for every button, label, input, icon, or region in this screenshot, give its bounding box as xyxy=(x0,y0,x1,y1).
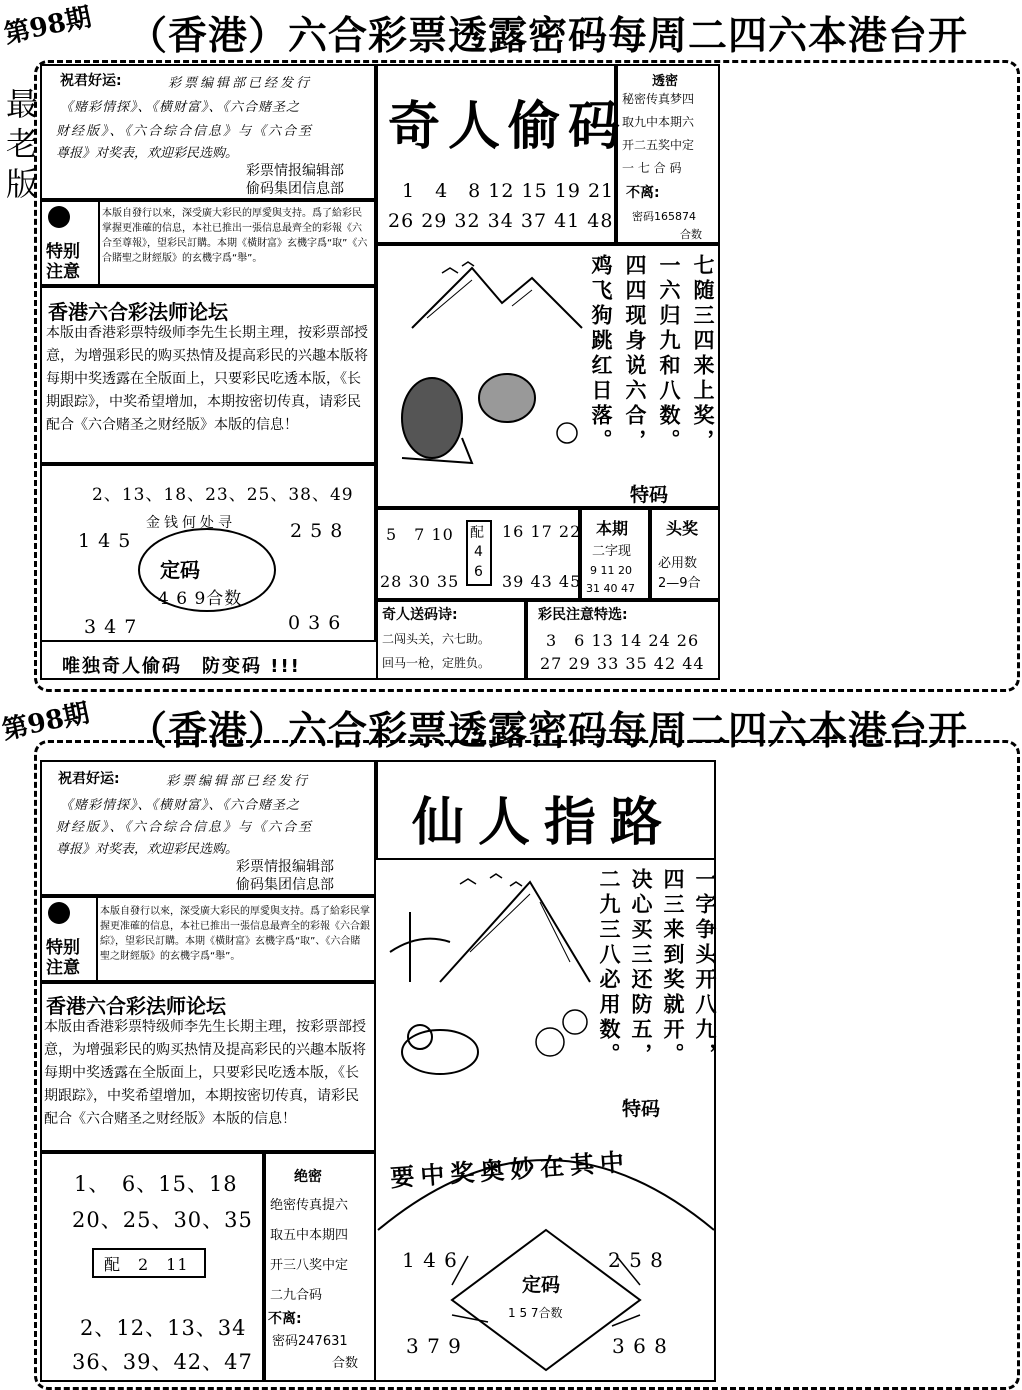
ring-bottom-right: 0 3 6 xyxy=(288,612,342,634)
slogan: 唯独奇人偷码 防变码 !!! xyxy=(62,656,301,677)
issue-label: 第98期 xyxy=(1,2,95,51)
toujiang-sub: 必用数 xyxy=(658,556,698,571)
title: 仙人指路 xyxy=(412,792,677,853)
notice-text: 本版自發行以來，深受廣大彩民的厚愛與支持。爲了給彩民掌握更准確的信息，本社已推出一張信息最齊全的彩報《六合至尊報》，望彩民訂購。本期《橫財富》玄機字爲“取”《六合賭聖之財經版》的玄機字爲“舉”。 xyxy=(102,208,368,264)
edition-label: 最老版 xyxy=(6,85,39,203)
left-row3: 2、12、13、34 xyxy=(80,1316,247,1340)
pei-left-bottom: 28 30 35 xyxy=(380,572,460,591)
notice-label: 特别注意 xyxy=(46,242,80,282)
title: 奇人偷码 xyxy=(388,96,629,157)
diamond-title: 定码 xyxy=(522,1274,561,1296)
diamond-value: 1 5 7合数 xyxy=(508,1306,563,1320)
songma-title: 奇人送码诗: xyxy=(382,607,458,623)
ring-top-right: 2 5 8 xyxy=(290,520,344,542)
greeting-signer1: 彩票情报编辑部 xyxy=(236,859,334,875)
forum-title: 香港六合彩法师论坛 xyxy=(48,300,228,324)
numbers-row2: 26 29 32 34 37 41 48 xyxy=(388,210,614,232)
greeting-line2: 《赌彩情探》、《横财富》、《六合赌圣之 xyxy=(60,100,301,115)
secret-code: 密码165874 xyxy=(632,210,696,223)
diamond-bottom-left: 3 7 9 xyxy=(406,1334,462,1358)
headline: （香港）六合彩票透露密码每周二四六本港台开 xyxy=(128,13,969,59)
greeting-signer1: 彩票情报编辑部 xyxy=(246,163,344,179)
pei-right-bottom: 39 43 45 xyxy=(502,572,582,591)
poem-col-3: 决心买三还防五， xyxy=(629,868,653,1068)
mountain-illustration xyxy=(382,248,592,478)
juemi-buli: 不离: xyxy=(268,1311,302,1327)
caimin-row1: 3 6 13 14 24 26 xyxy=(546,631,700,650)
juemi-line2: 取五中本期四 xyxy=(270,1228,349,1243)
ring-center-value: 4 6 9合数 xyxy=(158,589,243,609)
pei-label: 配 xyxy=(470,525,484,541)
ring-center-title: 定码 xyxy=(160,558,200,582)
greeting-signer2: 偷码集团信息部 xyxy=(246,181,344,197)
benqi-row2: 31 40 47 xyxy=(586,582,635,595)
mountain-illustration xyxy=(380,872,600,1102)
benqi-row1: 9 11 20 xyxy=(590,564,632,577)
greeting-line4: 尊报》对奖表，欢迎彩民选购。 xyxy=(56,146,239,161)
notice-divider xyxy=(98,202,100,284)
issue-label: 第98期 xyxy=(0,698,93,747)
poem-col-2: 一六归九和八数。 xyxy=(657,254,681,454)
greeting-line3: 财经版》、《六合综合信息》与《六合至 xyxy=(56,124,314,139)
left-row1: 1、 6、15、18 xyxy=(74,1172,238,1196)
diamond-bottom-right: 3 6 8 xyxy=(612,1334,668,1358)
bomb-icon xyxy=(48,206,70,228)
diamond-top-right: 2 5 8 xyxy=(608,1248,664,1272)
forum-text: 本版由香港彩票特级师李先生长期主理，按彩票部授意，为增强彩民的购买热情及提高彩民的兴趣本版将每期中奖透露在全版面上，只要彩民吃透本版，《长期跟踪》，中奖希望增加，本期按密切传真，请彩民配合《六合赌圣之财经版》本版的信息！ xyxy=(44,1019,366,1127)
pei-mid-top: 4 xyxy=(474,544,483,560)
bomb-icon xyxy=(48,902,70,924)
greeting-title: 祝君好运: xyxy=(60,73,122,89)
notice-text: 本版自發行以來，深受廣大彩民的厚愛與支持。爲了給彩民掌握更准確的信息，本社已推出一張信息最齊全的彩報《六合銀綜》，望彩民訂購。本期《橫財富》玄機字爲“取”、《六合賭聖之財經版》的玄機字爲“舉”。 xyxy=(100,906,370,962)
tema-label: 特码 xyxy=(622,1098,661,1120)
greeting-line4: 尊报》对奖表，欢迎彩民选购。 xyxy=(56,842,239,857)
secret-line2: 取九中本期六 xyxy=(622,115,695,129)
secret-title: 透密 xyxy=(652,74,679,89)
poem-col-2: 四三来到奖就开。 xyxy=(661,868,685,1068)
arc-text: 要中奖奥妙在其中 xyxy=(389,1147,631,1193)
juemi-line3: 开三八奖中定 xyxy=(270,1258,349,1273)
pei-left-top: 5 7 10 xyxy=(386,525,454,544)
left-row4: 36、39、42、47 xyxy=(72,1350,253,1374)
juemi-line4: 二九合码 xyxy=(270,1288,323,1303)
secret-line1: 秘密传真梦四 xyxy=(622,92,695,106)
notice-divider xyxy=(96,898,98,980)
forum-title: 香港六合彩法师论坛 xyxy=(46,994,226,1018)
ring-list: 2、13、18、23、25、38、49 xyxy=(92,485,354,505)
pei-mid-bottom: 6 xyxy=(474,564,483,580)
greeting-line2: 《赌彩情探》、《横财富》、《六合赌圣之 xyxy=(60,798,301,813)
secret-hs: 合数 xyxy=(680,228,702,241)
toujiang-title: 头奖 xyxy=(666,519,699,538)
greeting-line1: 彩票编辑部已经发行 xyxy=(168,76,313,91)
left-row2: 20、25、30、35 xyxy=(72,1208,253,1232)
headline: （香港）六合彩票透露密码每周二四六本港台开 xyxy=(128,708,969,754)
caimin-title: 彩民注意特选: xyxy=(538,607,628,623)
forum-text: 本版由香港彩票特级师李先生长期主理，按彩票部授意，为增强彩民的购买热情及提高彩民的兴趣本版将每期中奖透露在全版面上，只要彩民吃透本版，《长期跟踪》，中奖希望增加，本期按密切传真，请彩民配合《六合赌圣之财经版》本版的信息！ xyxy=(46,325,368,433)
notice-label: 特别注意 xyxy=(46,938,80,978)
juemi-code: 密码247631 xyxy=(272,1334,348,1349)
tema-label: 特码 xyxy=(630,484,669,506)
ring-top-left: 1 4 5 xyxy=(78,530,132,552)
greeting-title: 祝君好运: xyxy=(58,771,120,787)
juemi-title: 绝密 xyxy=(294,1169,322,1185)
numbers-row1: 1 4 8 12 15 19 21 xyxy=(402,180,615,202)
ring-arc-text: 金钱何处寻 xyxy=(146,515,236,531)
greeting-line3: 财经版》、《六合综合信息》与《六合至 xyxy=(56,820,314,835)
greeting-signer2: 偷码集团信息部 xyxy=(236,877,334,893)
secret-line4: 一 七 合 码 xyxy=(622,161,682,175)
songma-line1: 二闯头关，六七助。 xyxy=(382,632,491,646)
juemi-line1: 绝密传真提六 xyxy=(270,1198,349,1213)
benqi-title: 本期 xyxy=(596,519,629,538)
greeting-line1: 彩票编辑部已经发行 xyxy=(166,774,311,789)
diamond-top-left: 1 4 6 xyxy=(402,1248,458,1272)
juemi-hs: 合数 xyxy=(332,1356,359,1371)
songma-line2: 回马一枪，定胜负。 xyxy=(382,656,491,670)
poem-col-4: 鸡飞狗跳红日落。 xyxy=(589,254,613,454)
toujiang-value: 2—9合 xyxy=(658,576,701,591)
secret-buli: 不离: xyxy=(626,185,660,201)
pei-right-top: 16 17 22 xyxy=(502,522,582,541)
ring-bottom-left: 3 4 7 xyxy=(84,616,138,638)
poem-col-1: 一字争头开八九， xyxy=(693,868,717,1068)
poem-col-4: 二九三八必用数。 xyxy=(597,868,621,1068)
benqi-sub: 二字现 xyxy=(592,544,632,559)
secret-line3: 开二五奖中定 xyxy=(622,138,695,152)
caimin-row2: 27 29 33 35 42 44 xyxy=(540,654,705,673)
poem-col-3: 四四现身说六合， xyxy=(623,254,647,454)
left-pei: 配 2 11 xyxy=(104,1255,189,1274)
poem-col-1: 七随三四来上奖， xyxy=(691,254,715,454)
